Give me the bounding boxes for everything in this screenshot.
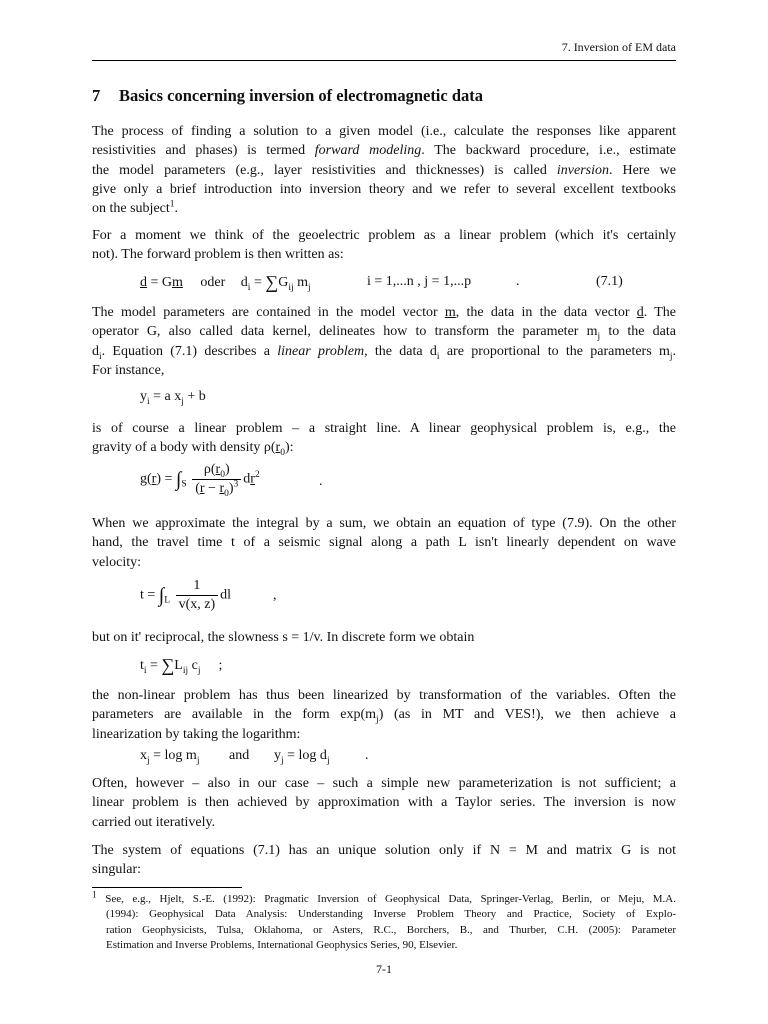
text-line: not). The forward problem is then written as: [92,247,344,263]
text-line: For instance, [92,362,165,378]
travel-time-fraction: $\frac{1}{v(x, z)}$ [176,578,219,613]
text-line: When we approximate the integral by a sum, we obtain an equation of type (7.9). On the other [92,516,676,531]
text-line: parameters are available in the form $\exp(m_j)$ (as in MT and VES!), we then achieve a [92,707,676,726]
text-line: on the subject$^1$. [92,199,179,217]
equation-travel-time: $t = \int_L$ $\frac{1}{v(x, z)}$ dl [140,578,232,612]
paragraph-model-parameters [92,303,676,380]
text-line: the non-linear problem has thus been linearized by transformation of the variables. Often the [92,688,676,703]
equation-log-x: $x_j = \log m_j$ [140,748,200,766]
text-line: hand, the travel time t of a seismic signal along a path L isn't linearly dependent on wave [92,535,676,551]
paragraph-unique-solution [92,841,676,880]
equation-gravity: $g(r) = \int_S$ $\frac{\rho(r_0)}{(r - r_0)^3}$ $dr^2$ [140,462,260,499]
paragraph-slowness [92,628,676,647]
paragraph-taylor [92,774,676,832]
text-line: For a moment we think of the geoelectric problem as a linear problem (which it's certainly [92,228,676,243]
equation-log-and: and [229,748,250,763]
page-number: 7-1 [376,962,392,976]
text-line: resistivities and phases) is termed forward modeling. The backward procedure, i.e., estimate [92,143,676,159]
section-heading [92,86,483,106]
equation-log-period: . [365,748,369,763]
footnote [92,892,676,953]
footnote-line: ration Geophysicists, Tulsa, Oklahoma, or Asters, R.C., Borchers, B., and Thurber, C.H. (2005): Parameter [106,923,676,936]
paragraph-intro [92,122,676,218]
footnote-line: (1994): Geophysical Data Analysis: Understanding Inverse Problem Theory and Practice, Society of Explo- [106,908,676,921]
footnote-line: $^1$ See, e.g., Hjelt, S.-E. (1992): Pragmatic Inversion of Geophysical Data, Springer-Verlag, Berlin, or Meju, M.A. [92,890,676,905]
paragraph-linearization [92,686,676,744]
equation-log-y: $y_j = \log d_j$ [274,748,330,766]
equation-discrete: $t_i = \sum L_{ij}$ $c_j$ ; [140,655,223,676]
text-line: operator G, also called data kernel, delineates how to transform the parameter $m_j$ to the data [92,324,677,343]
section-number: 7 [92,86,101,105]
text-line: The model parameters are contained in the model vector m, the data in the data vector d. The [92,305,676,320]
paragraph-travel-time [92,514,676,572]
equation-7-1-period: . [516,274,520,289]
text-line: velocity: [92,554,141,570]
footnote-mark: 1 [92,890,97,901]
text-line: give only a brief introduction into inversion theory and we refer to several excellent textbooks [92,181,676,197]
equation-label: (7.1) [596,274,623,289]
text-line: singular: [92,862,141,878]
text-line: carried out iteratively. [92,814,216,830]
section-title: Basics concerning inversion of electromagnetic data [119,86,484,105]
footnote-rule [92,887,242,888]
text-line: The system of equations (7.1) has an unique solution only if N = M and matrix G is not [92,843,676,858]
gravity-fraction: $\frac{\rho(r_0)}{(r - r_0)^3}$ [192,462,241,497]
text-line: linearization by taking the logarithm: [92,726,301,742]
equation-7-1-range: i = 1,...n , j = 1,...p [367,274,472,289]
footnote-line: Estimation and Inverse Problems, International Geophysics Series, 90, Elsevier. [106,938,458,951]
text-line: is of course a linear problem – a straight line. A linear geophysical problem is, e.g., the [92,421,676,436]
text-line: Often, however – also in our case – such a simple new parameterization is not sufficient; a [92,776,676,791]
paragraph-gravity [92,419,676,458]
text-line: the model parameters (e.g., layer resistivities and thicknesses) is called inversion. Here we [92,162,676,178]
footnote-ref: 1 [169,199,175,210]
equation-gravity-period: . [319,474,323,489]
text-line: but on it' reciprocal, the slowness s = 1/v. In discrete form we obtain [92,630,475,645]
header-rule [92,60,676,61]
paragraph-forward-problem [92,226,676,265]
running-header: 7. Inversion of EM data [561,40,676,54]
equation-7-1: d = Gm oder $d_i = \sum G_{ij}$ $m_j$ [140,272,311,293]
text-line: The process of finding a solution to a given model (i.e., calculate the responses like apparent [92,124,676,139]
text-line: linear problem is then achieved by approximation with a Taylor series. The inversion is now [92,795,676,811]
equation-straight-line: $y_i = a$ $x_j + b$ [140,389,206,407]
equation-travel-comma: , [273,588,277,603]
text-line: $d_i$. Equation (7.1) describes a linear problem, the data $d_i$ are proportional to the parameters $m_j$. [92,343,676,362]
text-line: gravity of a body with density $\rho(r_0)$: [92,440,294,459]
